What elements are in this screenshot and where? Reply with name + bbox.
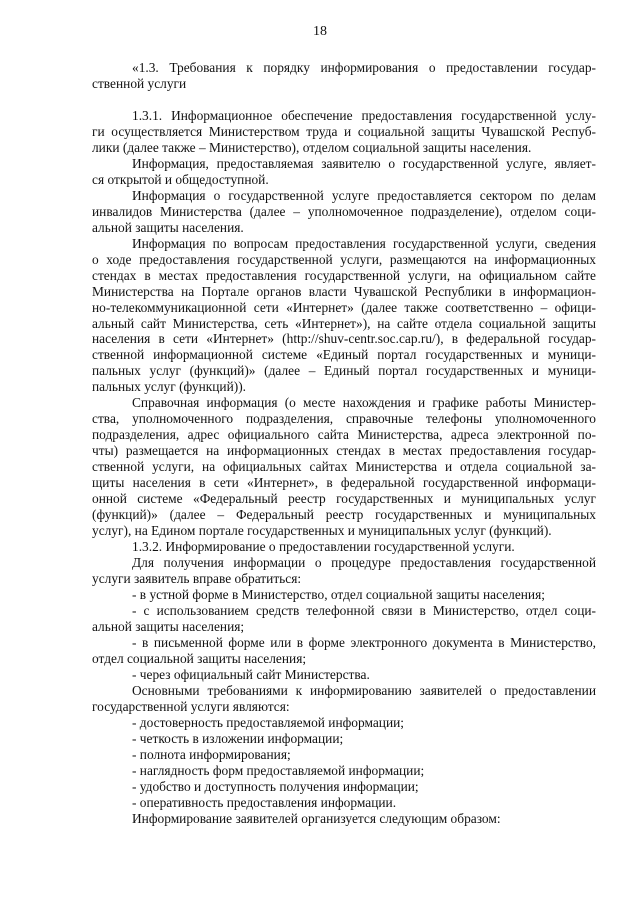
paragraph: [92, 188, 596, 236]
text-line: - оперативность предоставления информации.: [132, 794, 397, 810]
text-line: - удобство и доступность получения информации;: [132, 778, 419, 794]
text-line: Для получения информации о процедуре предоставления государственной: [132, 555, 596, 571]
text-line: стендах в местах предоставления государственной услуги, на официальном сайте: [92, 267, 596, 283]
text-line: Справочная информация (о месте нахождения и графике работы Министер-: [132, 395, 596, 411]
paragraph: [92, 795, 596, 811]
text-line: о ходе предоставления государственной услуги, размещаются на информационных: [92, 251, 596, 267]
text-line: Министерства на Портале органов власти Чувашской Республики в информацион-: [92, 283, 596, 299]
text-line: ственной услуги: [92, 75, 187, 91]
paragraph: [92, 715, 596, 731]
paragraph: [92, 156, 596, 188]
paragraph: [92, 747, 596, 763]
page-number: 18: [313, 24, 327, 39]
text-line: ственной информационной системе «Единый портал государственных и муници-: [92, 347, 596, 363]
text-line: «1.3. Требования к порядку информирования о предоставлении государ-: [132, 60, 596, 75]
text-line: Основными требованиями к информированию заявителей о предоставлении: [132, 682, 596, 698]
text-line: - наглядность форм предоставляемой информации;: [132, 762, 425, 778]
text-line: - четкость в изложении информации;: [132, 730, 344, 746]
document-body: [92, 60, 596, 827]
text-line: - через официальный сайт Министерства.: [132, 666, 370, 682]
text-line: альной защиты населения;: [92, 618, 245, 634]
paragraph: [92, 108, 596, 156]
text-line: пальных услуг (функций)» (далее – Единый портал государственных и муници-: [92, 363, 596, 379]
paragraph: [92, 731, 596, 747]
text-line: но-телекоммуникационной сети «Интернет» (далее также соответственно – офици-: [92, 299, 596, 315]
paragraph: [92, 667, 596, 683]
text-line: населения в сети «Интернет» (http://shuv-centr.soc.cap.ru/), в федеральной государ-: [92, 331, 596, 347]
text-line: ги осуществляется Министерством труда и социальной защиты Чувашской Респуб-: [92, 123, 596, 139]
text-line: - полнота информирования;: [132, 746, 291, 762]
paragraph: [92, 683, 596, 715]
paragraph: [92, 236, 596, 396]
paragraph: [92, 635, 596, 667]
paragraph: [92, 811, 596, 827]
paragraph: [92, 555, 596, 587]
text-line: услуги заявитель вправе обратиться:: [92, 571, 302, 586]
text-line: 1.3.2. Информирование о предоставлении государственной услуги.: [132, 539, 515, 555]
text-line: государственной услуги являются:: [92, 698, 290, 714]
text-line: - достоверность предоставляемой информации;: [132, 714, 405, 730]
paragraph-spacer: [92, 92, 596, 108]
text-line: щиты населения в сети «Интернет», в федеральной государственной информаци-: [92, 475, 596, 491]
text-line: Информирование заявителей организуется следующим образом:: [132, 810, 501, 826]
text-line: - с использованием средств телефонной связи в Министерство, отдел соци-: [132, 602, 596, 618]
text-line: пальных услуг (функций)).: [92, 379, 247, 395]
text-line: - в устной форме в Министерство, отдел социальной защиты населения;: [132, 586, 545, 602]
text-line: Информация, предоставляемая заявителю о государственной услуге, являет-: [132, 155, 596, 171]
text-line: альный сайт Министерства, сеть «Интернет»), на сайте отдела социальной защиты: [92, 315, 596, 331]
text-line: Информация по вопросам предоставления государственной услуги, сведения: [132, 235, 596, 251]
paragraph: [92, 395, 596, 539]
text-line: альной защиты населения.: [92, 219, 244, 235]
text-line: 1.3.1. Информационное обеспечение предоставления государственной услу-: [132, 107, 596, 123]
text-line: лики (далее также – Министерство), отделом социальной защиты населения.: [92, 139, 532, 155]
paragraph: [92, 763, 596, 779]
text-line: - в письменной форме или в форме электронного документа в Министерство,: [132, 634, 596, 650]
text-line: услуг), на Едином портале государственных и муниципальных услуг (функций).: [92, 523, 552, 539]
text-line: подразделения, адрес официального сайта Министерства, адреса электронной по-: [92, 427, 596, 443]
paragraph: [92, 603, 596, 635]
text-line: ства, уполномоченного подразделения, справочные телефоны уполномоченного: [92, 411, 596, 427]
text-line: ся открытой и общедоступной.: [92, 171, 269, 187]
paragraph: [92, 587, 596, 603]
text-line: чты) размещается на информационных стендах в местах предоставления государ-: [92, 443, 596, 459]
paragraph: [92, 779, 596, 795]
text-line: Информация о государственной услуге предоставляется сектором по делам: [132, 187, 596, 203]
text-line: онной системе «Федеральный реестр государственных и муниципальных услуг: [92, 491, 596, 507]
text-line: ственной услуги, на официальных сайтах Министерства и отдела социальной за-: [92, 459, 596, 475]
text-line: инвалидов Министерства (далее – уполномоченное подразделение), отделом соци-: [92, 203, 596, 219]
text-line: (функций)» (далее – Федеральный реестр государственных и муниципальных: [92, 507, 596, 523]
text-line: отдел социальной защиты населения;: [92, 650, 307, 666]
paragraph: [92, 60, 596, 92]
paragraph: [92, 539, 596, 555]
